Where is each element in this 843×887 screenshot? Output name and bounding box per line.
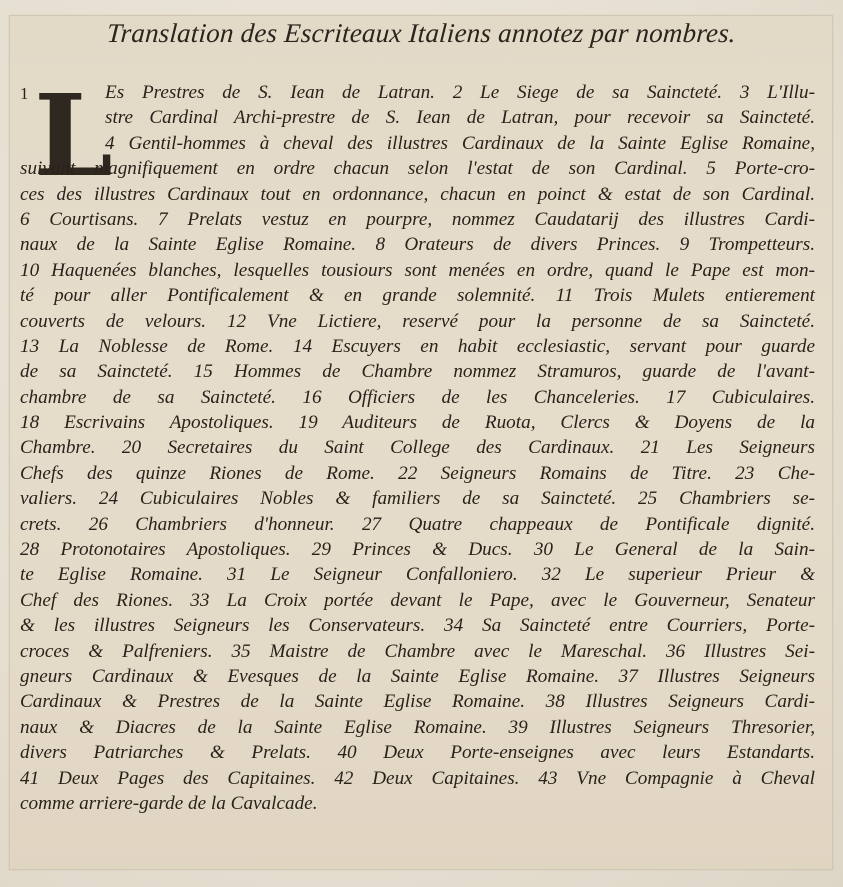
text-line: valiers. 24 Cubiculaires Nobles & familiers de sa Saincteté. 25 Chambriers se- [20, 488, 815, 510]
text-line: stre Cardinal Archi-prestre de S. Iean de Latran, pour recevoir sa Saincteté. [105, 107, 815, 129]
text-line: chambre de sa Saincteté. 16 Officiers de les Chanceleries. 17 Cubiculaires. [20, 386, 815, 408]
text-line: de sa Saincteté. 15 Hommes de Chambre nommez Stramuros, guarde de l'avant- [20, 361, 815, 383]
text-line: 41 Deux Pages des Capitaines. 42 Deux Capitaines. 43 Vne Compagnie à Cheval [20, 767, 815, 789]
document-title: Translation des Escriteaux Italiens annotez par nombres. [106, 18, 738, 48]
text-line: 6 Courtisans. 7 Prelats vestuz en pourpre, nommez Caudatarij des illustres Cardi- [20, 208, 815, 230]
drop-cap-letter: L [34, 71, 113, 202]
text-line: té pour aller Pontificalement & en grande solemnité. 11 Trois Mulets entierement [20, 285, 815, 307]
text-line: Cardinaux & Prestres de la Sainte Eglise Romaine. 38 Illustres Seigneurs Cardi- [20, 691, 815, 713]
text-line: naux de la Sainte Eglise Romaine. 8 Orateurs de divers Princes. 9 Trompetteurs. [20, 234, 815, 256]
text-line: ces des illustres Cardinaux tout en ordonnance, chacun en poinct & estat de son Cardinal. [20, 183, 815, 205]
text-line: 13 La Noblesse de Rome. 14 Escuyers en habit ecclesiastic, servant pour guarde [20, 335, 815, 357]
text-line: suivant magnifiquement en ordre chacun selon l'estat de son Cardinal. 5 Porte-cro- [20, 158, 815, 180]
text-line: Chambre. 20 Secretaires du Saint College des Cardinaux. 21 Les Seigneurs [20, 437, 815, 459]
item-number-1: 1 [20, 84, 29, 103]
text-line: croces & Palfreniers. 35 Maistre de Chambre avec le Mareschal. 36 Illustres Sei- [20, 640, 815, 662]
text-line: comme arriere-garde de la Cavalcade. [20, 792, 318, 814]
text-line: & les illustres Seigneurs les Conservateurs. 34 Sa Saincteté entre Courriers, Porte- [20, 615, 815, 637]
text-line: couverts de velours. 12 Vne Lictiere, reservé pour la personne de sa Saincteté. [20, 310, 815, 332]
text-line: Chefs des quinze Riones de Rome. 22 Seigneurs Romains de Titre. 23 Che- [20, 462, 815, 484]
text-line: divers Patriarches & Prelats. 40 Deux Porte-enseignes avec leurs Estandarts. [20, 742, 815, 764]
text-line: crets. 26 Chambriers d'honneur. 27 Quatre chappeaux de Pontificale dignité. [20, 513, 815, 535]
text-line: te Eglise Romaine. 31 Le Seigneur Confalloniero. 32 Le superieur Prieur & [20, 564, 815, 586]
text-line: 18 Escrivains Apostoliques. 19 Auditeurs de Ruota, Clercs & Doyens de la [20, 412, 815, 434]
text-line: Chef des Riones. 33 La Croix portée devant le Pape, avec le Gouverneur, Senateur [20, 589, 815, 611]
text-line: gneurs Cardinaux & Evesques de la Sainte Eglise Romaine. 37 Illustres Seigneurs [20, 665, 815, 687]
text-line: 4 Gentil-hommes à cheval des illustres Cardinaux de la Sainte Eglise Romaine, [105, 132, 815, 154]
text-line: 10 Haquenées blanches, lesquelles tousiours sont menées en ordre, quand le Pape est mon- [20, 259, 815, 281]
text-line: Es Prestres de S. Iean de Latran. 2 Le Siege de sa Saincteté. 3 L'Illu- [105, 82, 815, 103]
text-line: 28 Protonotaires Apostoliques. 29 Princes & Ducs. 30 Le General de la Sain- [20, 539, 815, 561]
numbered-list-text [20, 71, 815, 816]
text-line: naux & Diacres de la Sainte Eglise Romaine. 39 Illustres Seigneurs Thresorier, [20, 716, 815, 738]
